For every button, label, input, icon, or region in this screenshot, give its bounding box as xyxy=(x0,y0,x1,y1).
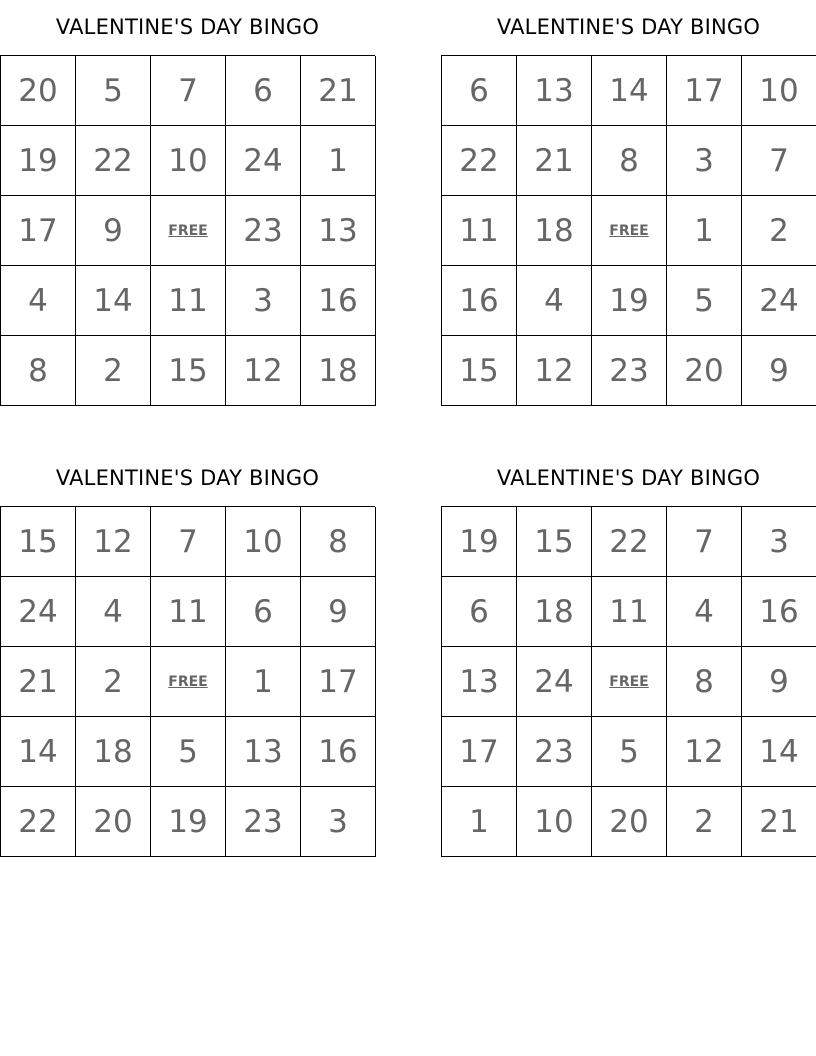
bingo-number-cell: 4 xyxy=(1,266,76,336)
bingo-number-cell: 14 xyxy=(592,56,667,126)
bingo-number-cell: 10 xyxy=(742,56,816,126)
bingo-number-cell: 22 xyxy=(1,787,76,857)
bingo-number-cell: 15 xyxy=(442,336,517,406)
bingo-number-cell: 23 xyxy=(592,336,667,406)
bingo-number-cell: 14 xyxy=(76,266,151,336)
bingo-number-cell: 18 xyxy=(76,717,151,787)
bingo-number-cell: 17 xyxy=(1,196,76,266)
bingo-number-cell: 8 xyxy=(667,647,742,717)
bingo-number-cell: 19 xyxy=(592,266,667,336)
free-space-cell: FREE xyxy=(151,196,226,266)
bingo-card-2 xyxy=(441,0,816,406)
bingo-number-cell: 1 xyxy=(226,647,301,717)
bingo-number-cell: 6 xyxy=(226,56,301,126)
bingo-number-cell: 24 xyxy=(742,266,816,336)
bingo-number-cell: 16 xyxy=(301,266,376,336)
bingo-number-cell: 9 xyxy=(76,196,151,266)
bingo-grid xyxy=(441,506,816,857)
bingo-number-cell: 8 xyxy=(592,126,667,196)
bingo-number-cell: 12 xyxy=(76,507,151,577)
bingo-number-cell: 12 xyxy=(226,336,301,406)
bingo-number-cell: 18 xyxy=(301,336,376,406)
bingo-grid xyxy=(441,55,816,406)
bingo-number-cell: 22 xyxy=(76,126,151,196)
bingo-number-cell: 18 xyxy=(517,196,592,266)
bingo-number-cell: 10 xyxy=(517,787,592,857)
bingo-number-cell: 21 xyxy=(1,647,76,717)
bingo-number-cell: 20 xyxy=(1,56,76,126)
bingo-number-cell: 15 xyxy=(1,507,76,577)
bingo-number-cell: 15 xyxy=(151,336,226,406)
bingo-number-cell: 13 xyxy=(226,717,301,787)
bingo-number-cell: 15 xyxy=(517,507,592,577)
bingo-number-cell: 4 xyxy=(76,577,151,647)
bingo-number-cell: 19 xyxy=(442,507,517,577)
bingo-number-cell: 16 xyxy=(742,577,816,647)
bingo-number-cell: 4 xyxy=(667,577,742,647)
bingo-number-cell: 24 xyxy=(517,647,592,717)
bingo-number-cell: 4 xyxy=(517,266,592,336)
bingo-number-cell: 21 xyxy=(301,56,376,126)
bingo-number-cell: 5 xyxy=(76,56,151,126)
bingo-number-cell: 12 xyxy=(667,717,742,787)
bingo-number-cell: 8 xyxy=(1,336,76,406)
bingo-number-cell: 23 xyxy=(517,717,592,787)
card-title: VALENTINE'S DAY BINGO xyxy=(496,466,761,490)
bingo-number-cell: 18 xyxy=(517,577,592,647)
bingo-number-cell: 11 xyxy=(151,577,226,647)
bingo-card-4 xyxy=(441,451,816,857)
bingo-number-cell: 7 xyxy=(667,507,742,577)
bingo-number-cell: 2 xyxy=(76,647,151,717)
bingo-number-cell: 7 xyxy=(742,126,816,196)
bingo-number-cell: 17 xyxy=(442,717,517,787)
bingo-number-cell: 5 xyxy=(151,717,226,787)
bingo-number-cell: 21 xyxy=(517,126,592,196)
bingo-number-cell: 3 xyxy=(742,507,816,577)
bingo-number-cell: 1 xyxy=(301,126,376,196)
bingo-number-cell: 13 xyxy=(301,196,376,266)
bingo-number-cell: 3 xyxy=(226,266,301,336)
bingo-number-cell: 14 xyxy=(742,717,816,787)
bingo-number-cell: 2 xyxy=(667,787,742,857)
bingo-number-cell: 13 xyxy=(517,56,592,126)
bingo-number-cell: 10 xyxy=(226,507,301,577)
bingo-number-cell: 6 xyxy=(442,56,517,126)
bingo-number-cell: 12 xyxy=(517,336,592,406)
bingo-number-cell: 11 xyxy=(442,196,517,266)
bingo-number-cell: 7 xyxy=(151,507,226,577)
card-title: VALENTINE'S DAY BINGO xyxy=(55,15,320,39)
bingo-number-cell: 24 xyxy=(1,577,76,647)
bingo-number-cell: 20 xyxy=(592,787,667,857)
bingo-number-cell: 6 xyxy=(226,577,301,647)
bingo-number-cell: 11 xyxy=(592,577,667,647)
bingo-number-cell: 1 xyxy=(667,196,742,266)
bingo-number-cell: 16 xyxy=(442,266,517,336)
bingo-grid xyxy=(0,55,375,406)
bingo-number-cell: 17 xyxy=(667,56,742,126)
bingo-number-cell: 2 xyxy=(742,196,816,266)
bingo-grid xyxy=(0,506,375,857)
bingo-number-cell: 2 xyxy=(76,336,151,406)
bingo-number-cell: 9 xyxy=(301,577,376,647)
bingo-number-cell: 24 xyxy=(226,126,301,196)
free-space-cell: FREE xyxy=(151,647,226,717)
bingo-number-cell: 13 xyxy=(442,647,517,717)
bingo-number-cell: 11 xyxy=(151,266,226,336)
bingo-card-1 xyxy=(0,0,375,406)
bingo-card-3 xyxy=(0,451,375,857)
bingo-number-cell: 3 xyxy=(667,126,742,196)
bingo-number-cell: 16 xyxy=(301,717,376,787)
free-space-cell: FREE xyxy=(592,647,667,717)
bingo-number-cell: 20 xyxy=(76,787,151,857)
bingo-number-cell: 17 xyxy=(301,647,376,717)
bingo-number-cell: 1 xyxy=(442,787,517,857)
free-space-cell: FREE xyxy=(592,196,667,266)
card-title: VALENTINE'S DAY BINGO xyxy=(55,466,320,490)
bingo-number-cell: 19 xyxy=(151,787,226,857)
bingo-number-cell: 10 xyxy=(151,126,226,196)
bingo-number-cell: 3 xyxy=(301,787,376,857)
bingo-number-cell: 7 xyxy=(151,56,226,126)
bingo-number-cell: 22 xyxy=(442,126,517,196)
bingo-number-cell: 23 xyxy=(226,787,301,857)
bingo-number-cell: 5 xyxy=(667,266,742,336)
bingo-number-cell: 23 xyxy=(226,196,301,266)
bingo-number-cell: 8 xyxy=(301,507,376,577)
bingo-number-cell: 20 xyxy=(667,336,742,406)
bingo-number-cell: 5 xyxy=(592,717,667,787)
bingo-number-cell: 21 xyxy=(742,787,816,857)
card-title: VALENTINE'S DAY BINGO xyxy=(496,15,761,39)
bingo-number-cell: 19 xyxy=(1,126,76,196)
bingo-number-cell: 9 xyxy=(742,647,816,717)
bingo-number-cell: 9 xyxy=(742,336,816,406)
bingo-number-cell: 14 xyxy=(1,717,76,787)
bingo-number-cell: 6 xyxy=(442,577,517,647)
bingo-number-cell: 22 xyxy=(592,507,667,577)
